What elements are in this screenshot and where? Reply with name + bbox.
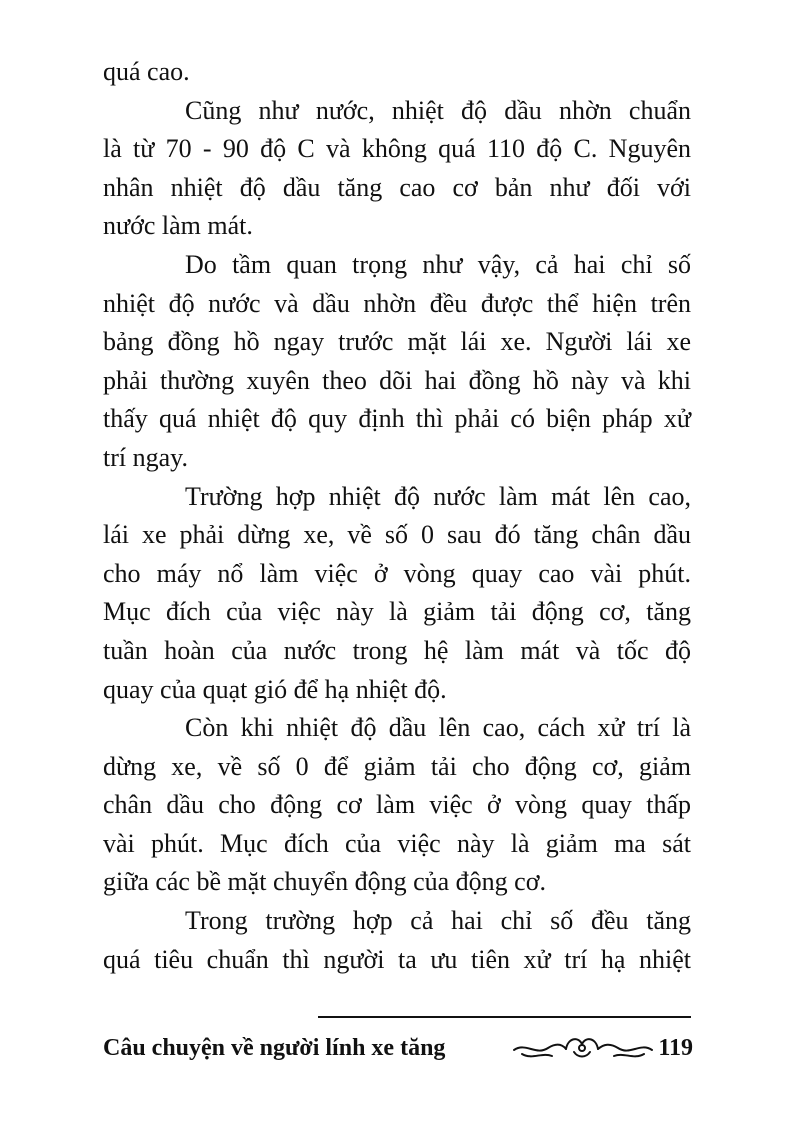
text-line: dừng xe, về số 0 để giảm tải cho động cơ, giảm — [103, 751, 691, 781]
footer-divider — [318, 1016, 691, 1018]
text-line: Trong trường hợp cả hai chỉ số đều tăng — [185, 906, 691, 936]
paragraph-6 — [103, 902, 691, 979]
page-number: 119 — [658, 1035, 693, 1061]
text-line: nước làm mát. — [103, 211, 253, 241]
text-line: Trường hợp nhiệt độ nước làm mát lên cao, — [185, 481, 691, 511]
text-line: quá cao. — [103, 57, 190, 86]
text-line: quay của quạt gió để hạ nhiệt độ. — [103, 674, 447, 704]
text-line: Cũng như nước, nhiệt độ dầu nhờn chuẩn — [185, 95, 691, 125]
text-line: nhiệt độ nước và dầu nhờn đều được thể hiện trên — [103, 288, 691, 318]
page-footer — [103, 1028, 693, 1068]
text-line: trí ngay. — [103, 442, 188, 472]
text-line: Còn khi nhiệt độ dầu lên cao, cách xử trí là — [185, 713, 691, 743]
text-line: Mục đích của việc này là giảm tải động cơ, tăng — [103, 597, 691, 627]
text-line: vài phút. Mục đích của việc này là giảm ma sát — [103, 828, 691, 858]
text-line: thấy quá nhiệt độ quy định thì phải có biện pháp xử — [103, 404, 691, 434]
text-line: quá tiêu chuẩn thì người ta ưu tiên xử trí hạ nhiệt — [103, 944, 691, 974]
paragraph-3 — [103, 246, 691, 478]
text-line: phải thường xuyên theo dõi hai đồng hồ này và khi — [103, 365, 691, 395]
paragraph-1 — [103, 53, 691, 92]
text-line: Do tầm quan trọng như vậy, cả hai chỉ số — [185, 249, 691, 279]
paragraph-5 — [103, 709, 691, 902]
text-line: nhân nhiệt độ dầu tăng cao cơ bản như đối với — [103, 172, 691, 202]
paragraph-4 — [103, 478, 691, 710]
text-line: giữa các bề mặt chuyển động của động cơ. — [103, 867, 546, 897]
text-line: lái xe phải dừng xe, về số 0 sau đó tăng chân dầu — [103, 520, 691, 550]
text-line: cho máy nổ làm việc ở vòng quay cao vài phút. — [103, 558, 691, 588]
text-line: tuần hoàn của nước trong hệ làm mát và tốc độ — [103, 635, 691, 665]
text-line: là từ 70 - 90 độ C và không quá 110 độ C. Nguyên — [103, 134, 691, 164]
text-line: chân dầu cho động cơ làm việc ở vòng quay thấp — [103, 790, 691, 820]
book-title: Câu chuyện về người lính xe tăng — [103, 1035, 446, 1061]
text-line: bảng đồng hồ ngay trước mặt lái xe. Người lái xe — [103, 327, 691, 357]
paragraph-2 — [103, 92, 691, 246]
decorative-flourish-icon — [512, 1032, 654, 1064]
body-text — [103, 53, 691, 979]
